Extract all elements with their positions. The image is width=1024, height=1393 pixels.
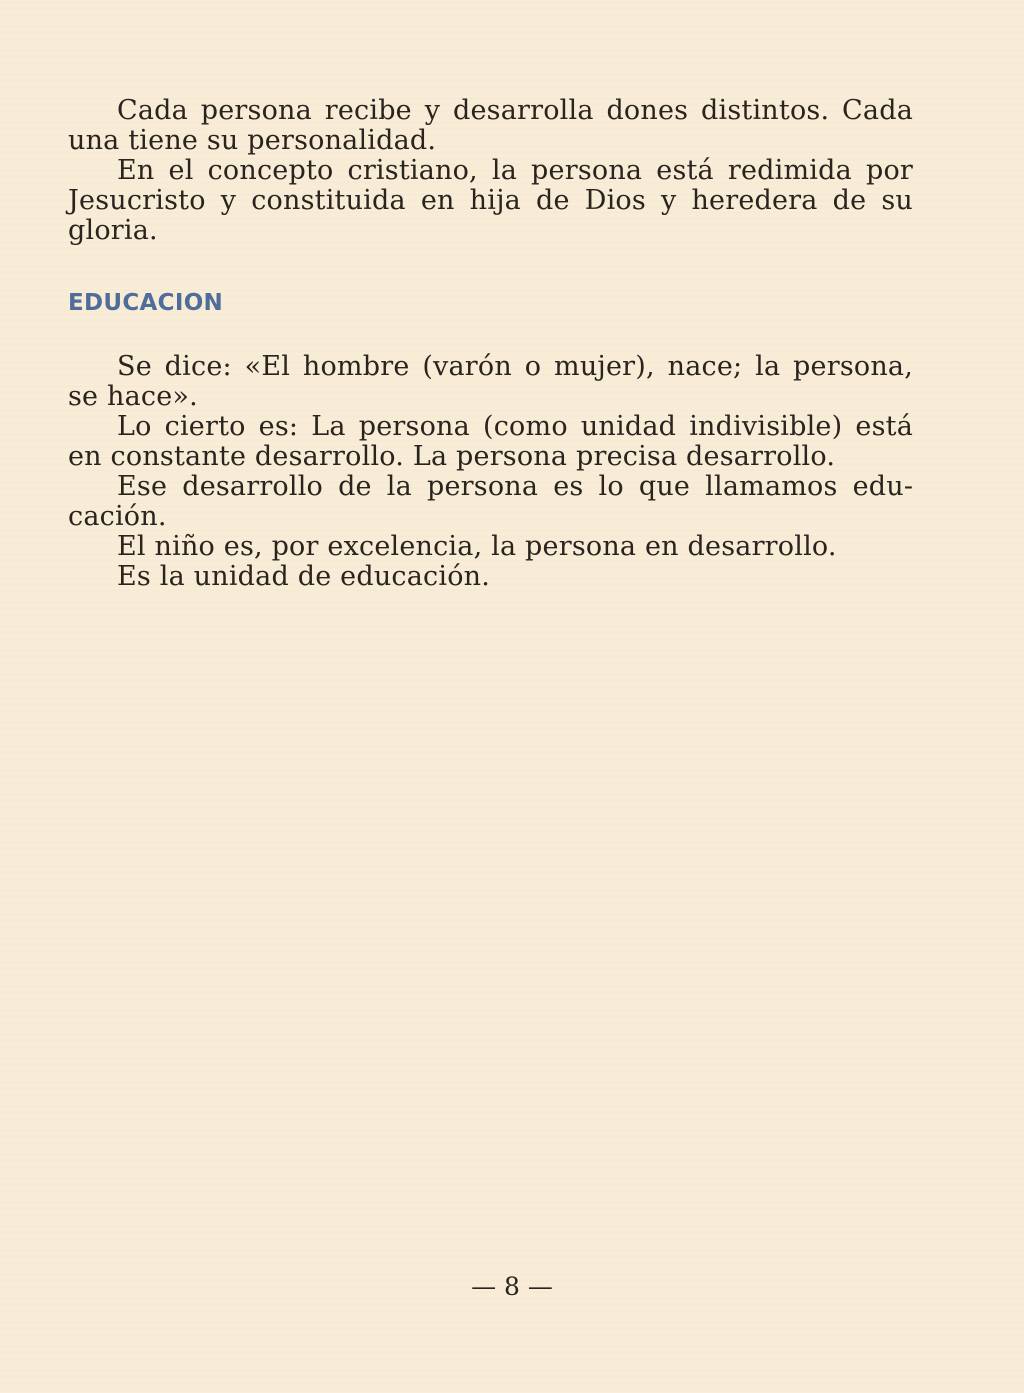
- section-heading-educacion: EDUCACION: [68, 290, 224, 316]
- paragraph-dones: Cada persona recibe y desarrolla dones distintos. Cada una tiene su personalidad.: [68, 95, 913, 156]
- paragraph-ese-desarrollo: Ese desarrollo de la persona es lo que llamamos educación.: [68, 471, 913, 532]
- intro-text-block: [68, 96, 913, 246]
- paragraph-concepto-cristiano: En el concepto cristiano, la persona está redimida por Jesucristo y constituida en hija de Dios y heredera de su gloria.: [68, 155, 913, 246]
- paragraph-se-dice: Se dice: «El hombre (varón o mujer), nace; la persona, se hace».: [68, 351, 913, 412]
- paragraph-unidad-educacion: Es la unidad de educación.: [117, 561, 491, 592]
- paragraph-el-nino: El niño es, por excelencia, la persona en desarrollo.: [117, 531, 837, 562]
- paragraph-lo-cierto: Lo cierto es: La persona (como unidad indivisible) está en constante desarrollo. La persona precisa desarrollo.: [68, 411, 913, 472]
- educacion-text-block: [68, 352, 913, 592]
- page-number: — 8 —: [471, 1272, 553, 1301]
